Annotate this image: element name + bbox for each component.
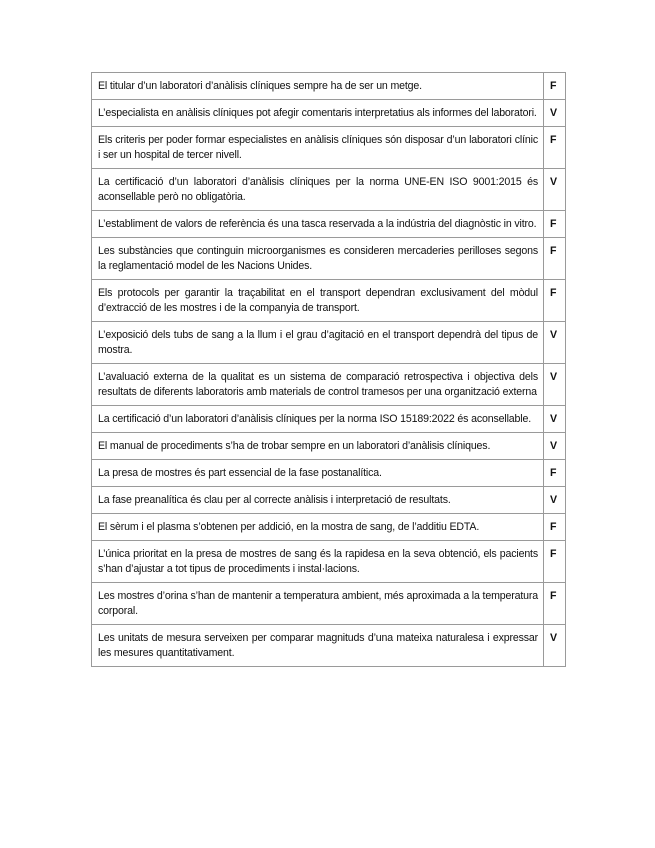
statement-cell: Els protocols per garantir la traçabilitat en el transport dependran exclusivament del mòdul d’extracció de les mostres i de la companyia de transport. [92,280,544,322]
table-row [92,322,566,364]
table-row [92,406,566,433]
statement-cell: La certificació d’un laboratori d’anàlisis clíniques per la norma ISO 15189:2022 és aconsellable. [92,406,544,433]
statement-cell: Els criteris per poder formar especialistes en anàlisis clíniques són disposar d’un laboratori clínic i ser un hospital de tercer nivell. [92,127,544,169]
table-row [92,364,566,406]
answer-cell: V [544,169,566,211]
table-row [92,280,566,322]
answer-cell: V [544,322,566,364]
statement-cell: La certificació d’un laboratori d’anàlisis clíniques per la norma UNE-EN ISO 9001:2015 és aconsellable però no obligatòria. [92,169,544,211]
answer-cell: V [544,433,566,460]
statement-cell: El manual de procediments s’ha de trobar sempre en un laboratori d’anàlisis clíniques. [92,433,544,460]
statement-cell: Les mostres d’orina s’han de mantenir a temperatura ambient, més aproximada a la temperatura corporal. [92,583,544,625]
answer-cell: F [544,238,566,280]
table-row [92,487,566,514]
answer-cell: F [544,211,566,238]
table-row [92,460,566,487]
table-row [92,211,566,238]
statement-cell: Les unitats de mesura serveixen per comparar magnituds d’una mateixa naturalesa i expressar les mesures quantitativament. [92,625,544,667]
answer-cell: F [544,514,566,541]
table-row [92,169,566,211]
answer-cell: V [544,364,566,406]
statement-cell: Les substàncies que continguin microorganismes es consideren mercaderies perilloses segons la reglamentació model de les Nacions Unides. [92,238,544,280]
table-row [92,541,566,583]
table-row [92,514,566,541]
statement-cell: La fase preanalítica és clau per al correcte anàlisis i interpretació de resultats. [92,487,544,514]
answer-cell: V [544,487,566,514]
statement-cell: La presa de mostres és part essencial de la fase postanalítica. [92,460,544,487]
answer-cell: F [544,460,566,487]
table-row [92,583,566,625]
answer-cell: F [544,541,566,583]
answer-cell: V [544,406,566,433]
true-false-table [91,72,566,667]
statement-cell: El titular d’un laboratori d’anàlisis clíniques sempre ha de ser un metge. [92,73,544,100]
statement-cell: El sèrum i el plasma s’obtenen per addició, en la mostra de sang, de l’additiu EDTA. [92,514,544,541]
statement-cell: L’única prioritat en la presa de mostres de sang és la rapidesa en la seva obtenció, els pacients s’han d’ajustar a tot tipus de procediments i instal·lacions. [92,541,544,583]
answer-cell: V [544,100,566,127]
table-row [92,100,566,127]
statement-cell: L’avaluació externa de la qualitat es un sistema de comparació retrospectiva i objectiva dels resultats de diferents laboratoris amb materials de control tramesos per una organització externa [92,364,544,406]
answer-cell: V [544,625,566,667]
table-row [92,238,566,280]
statement-cell: L’establiment de valors de referència és una tasca reservada a la indústria del diagnòstic in vitro. [92,211,544,238]
answer-cell: F [544,73,566,100]
answer-cell: F [544,583,566,625]
table-row [92,433,566,460]
answer-cell: F [544,280,566,322]
table-body [92,73,566,667]
statement-cell: L’especialista en anàlisis clíniques pot afegir comentaris interpretatius als informes del laboratori. [92,100,544,127]
table-row [92,625,566,667]
table-row [92,73,566,100]
statement-cell: L’exposició dels tubs de sang a la llum i el grau d’agitació en el transport dependrà del tipus de mostra. [92,322,544,364]
table-row [92,127,566,169]
answer-cell: F [544,127,566,169]
